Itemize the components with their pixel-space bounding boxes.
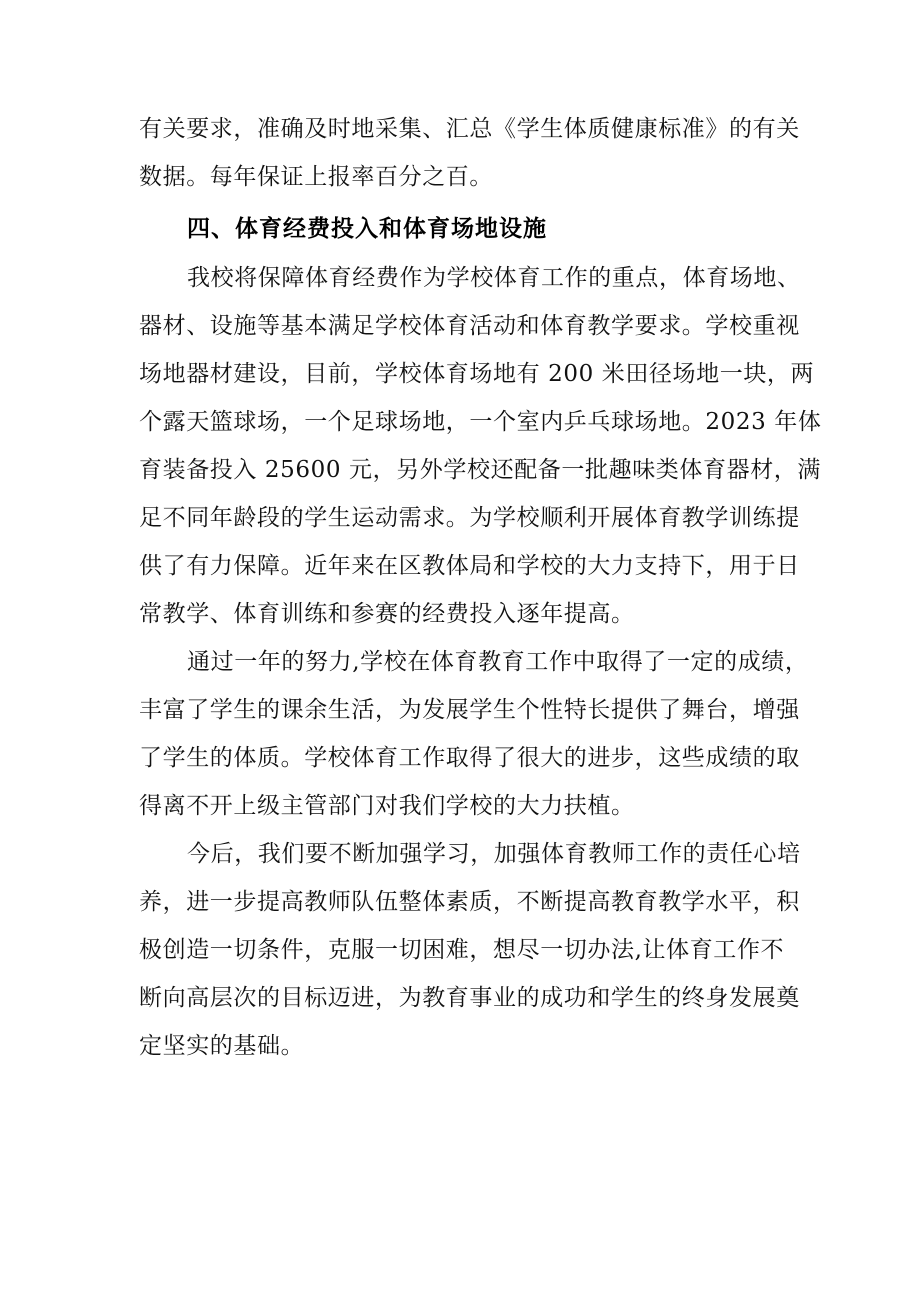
paragraph-line: 定坚实的基础。 (139, 1033, 305, 1059)
paragraph-line: 丰富了学生的课余生活，为发展学生个性特长提供了舞台，增强 (139, 697, 800, 723)
paragraph-line: 断向高层次的目标迈进，为教育事业的成功和学生的终身发展奠 (139, 985, 800, 1011)
paragraph-line: 常教学、体育训练和参赛的经费投入逐年提高。 (139, 601, 635, 627)
paragraph-line: 育装备投入 25600 元，另外学校还配备一批趣味类体育器材，满 (139, 457, 821, 483)
paragraph-line: 足不同年龄段的学生运动需求。为学校顺利开展体育教学训练提 (139, 505, 800, 531)
paragraph-line: 了学生的体质。学校体育工作取得了很大的进步，这些成绩的取 (139, 745, 800, 771)
paragraph-line: 极创造一切条件，克服一切困难，想尽一切办法,让体育工作不 (139, 937, 785, 963)
paragraph-line: 数据。每年保证上报率百分之百。 (139, 164, 493, 190)
paragraph-line: 个露天篮球场，一个足球场地，一个室内乒乓球场地。2023 年体 (139, 409, 822, 435)
paragraph-line: 器材、设施等基本满足学校体育活动和体育教学要求。学校重视 (139, 313, 800, 339)
paragraph-line: 场地器材建设，目前，学校体育场地有 200 米田径场地一块，两 (139, 361, 815, 387)
section-heading: 四、体育经费投入和体育场地设施 (187, 216, 547, 242)
paragraph-line: 有关要求，准确及时地采集、汇总《学生体质健康标准》的有关 (139, 116, 800, 142)
paragraph-line: 今后，我们要不断加强学习，加强体育教师工作的责任心培 (187, 841, 801, 867)
paragraph-line: 通过一年的努力,学校在体育教育工作中取得了一定的成绩， (187, 649, 809, 675)
paragraph-line: 供了有力保障。近年来在区教体局和学校的大力支持下，用于日 (139, 553, 800, 579)
paragraph-line: 养，进一步提高教师队伍整体素质，不断提高教育教学水平，积 (139, 889, 800, 915)
paragraph-line: 得离不开上级主管部门对我们学校的大力扶植。 (139, 793, 635, 819)
paragraph-line: 我校将保障体育经费作为学校体育工作的重点，体育场地、 (187, 265, 801, 291)
